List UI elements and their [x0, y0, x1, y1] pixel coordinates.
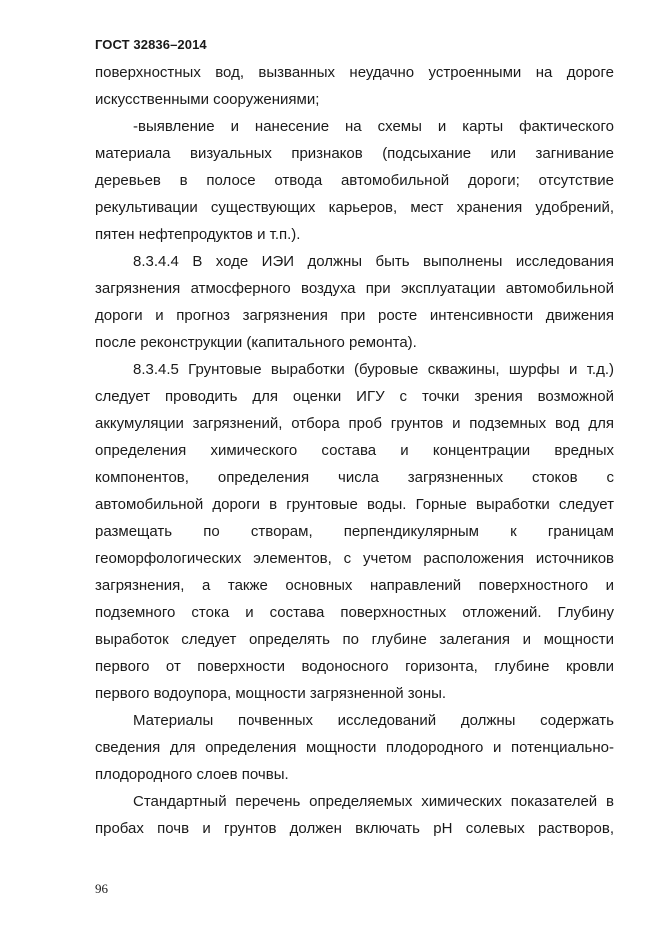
text-line: сведения для определения мощности плодородного и потенциально- [95, 739, 614, 756]
text-line: Материалы почвенных исследований должны содержать [133, 712, 614, 729]
text-line: Стандартный перечень определяемых химических показателей в [133, 793, 614, 810]
page-number: 96 [95, 881, 108, 896]
text-line: загрязнения атмосферного воздуха при эксплуатации автомобильной [95, 280, 614, 297]
text-line: компонентов, определения числа загрязненных стоков с [95, 469, 614, 486]
text-line: следует проводить для оценки ИГУ с точки зрения возможной [95, 388, 614, 405]
text-line: первого водоупора, мощности загрязненной зоны. [95, 685, 447, 702]
text-line: дороги и прогноз загрязнения при росте интенсивности движения [95, 307, 614, 324]
body-text [95, 59, 614, 842]
text-line: пятен нефтепродуктов и т.п.). [95, 226, 301, 243]
text-line: геоморфологических элементов, с учетом расположения источников [95, 550, 614, 567]
text-line: плодородного слоев почвы. [95, 766, 289, 783]
text-line: автомобильной дороги в грунтовые воды. Горные выработки следует [95, 496, 614, 513]
text-line: -выявление и нанесение на схемы и карты фактического [133, 118, 614, 135]
text-line: размещать по створам, перпендикулярным к границам [95, 523, 614, 540]
text-line: материала визуальных признаков (подсыхание или загнивание [95, 145, 614, 162]
text-line: 8.3.4.5 Грунтовые выработки (буровые скважины, шурфы и т.д.) [133, 361, 614, 378]
text-line: первого от поверхности водоносного горизонта, глубине кровли [95, 658, 614, 675]
text-line: после реконструкции (капитального ремонта). [95, 334, 417, 351]
text-line: рекультивации существующих карьеров, мест хранения удобрений, [95, 199, 614, 216]
text-line: аккумуляции загрязнений, отбора проб грунтов и подземных вод для [95, 415, 614, 432]
document-header: ГОСТ 32836–2014 [95, 37, 207, 52]
text-line: 8.3.4.4 В ходе ИЭИ должны быть выполнены исследования [133, 253, 614, 270]
text-line: выработок следует определять по глубине залегания и мощности [95, 631, 614, 648]
text-line: загрязнения, а также основных направлений поверхностного и [95, 577, 614, 594]
text-line: пробах почв и грунтов должен включать рН солевых растворов, [95, 820, 614, 837]
text-line: поверхностных вод, вызванных неудачно устроенными на дороге [95, 64, 614, 81]
text-line: деревьев в полосе отвода автомобильной дороги; отсутствие [95, 172, 614, 189]
text-line: подземного стока и состава поверхностных отложений. Глубину [95, 604, 614, 621]
text-line: определения химического состава и концентрации вредных [95, 442, 614, 459]
text-line: искусственными сооружениями; [95, 91, 320, 108]
